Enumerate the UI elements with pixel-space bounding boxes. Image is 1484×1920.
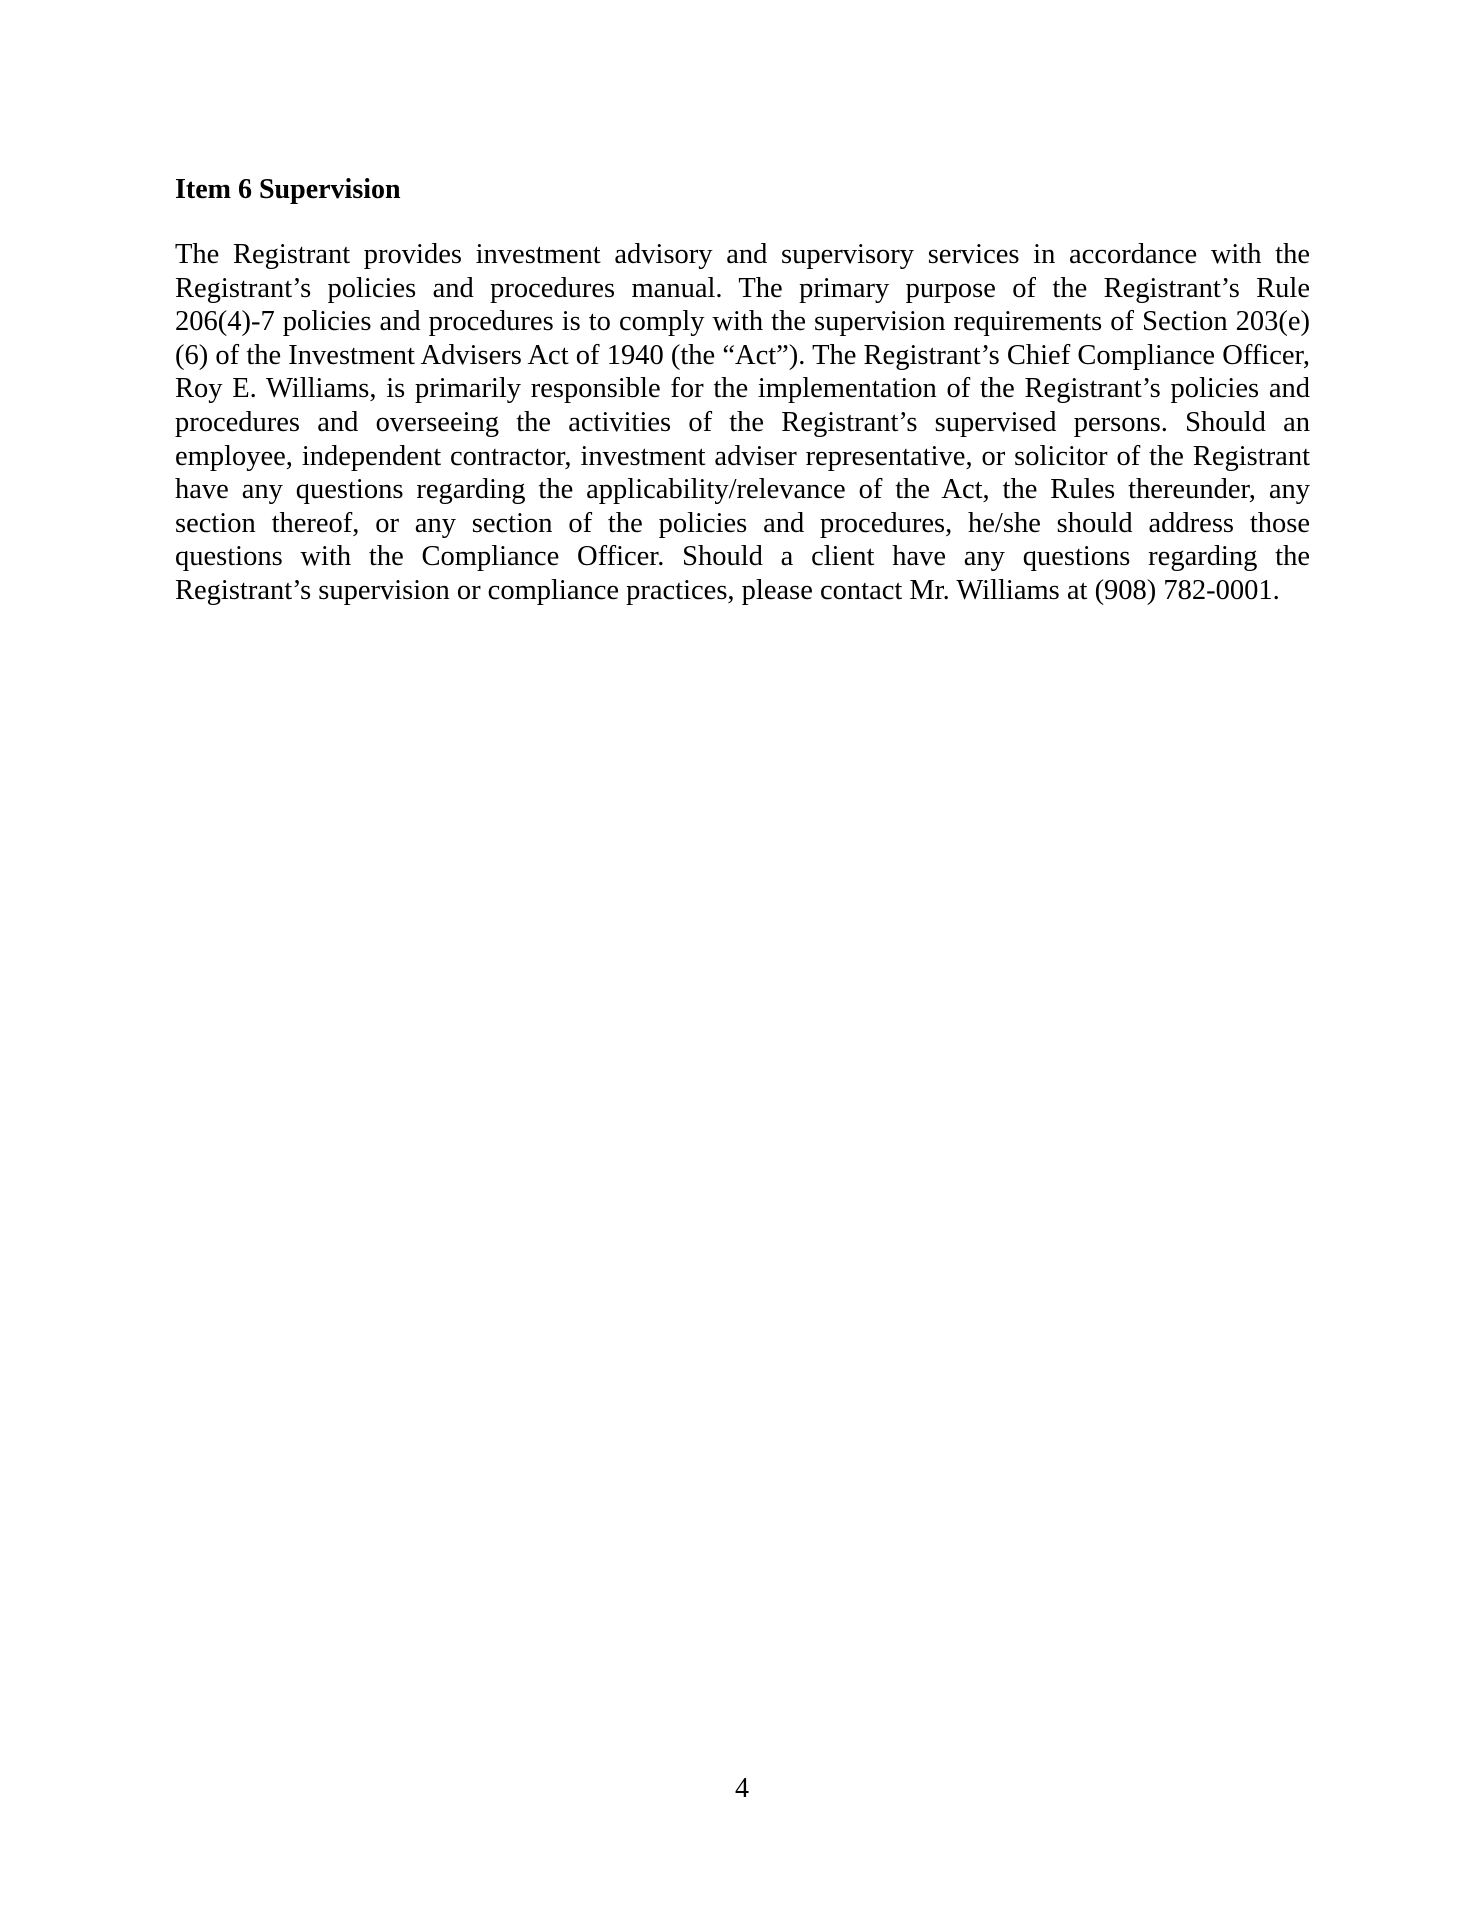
page-number: 4 <box>735 1773 749 1804</box>
body-paragraph: The Registrant provides investment advisory and supervisory services in accordance with the Registrant’s policies and procedures manual. The primary purpose of the Registrant’s Rule 206(4)-7 policies and procedures is to comply with the supervision requirements of Section 203(e)(6) of the Investment Advisers Act of 1940 (the “Act”). The Registrant’s Chief Compliance Officer, Roy E. Williams, is primarily responsible for the implementation of the Registrant’s policies and procedures and overseeing the activities of the Registrant’s supervised persons. Should an employee, independent contractor, investment adviser representative, or solicitor of the Registrant have any questions regarding the applicability/relevance of the Act, the Rules thereunder, any section thereof, or any section of the policies and procedures, he/she should address those questions with the Compliance Officer. Should a client have any questions regarding the Registrant’s supervision or compliance practices, please contact Mr. Williams at (908) 782-0001. <box>175 239 1310 606</box>
section-heading: Item 6 Supervision <box>175 174 401 205</box>
